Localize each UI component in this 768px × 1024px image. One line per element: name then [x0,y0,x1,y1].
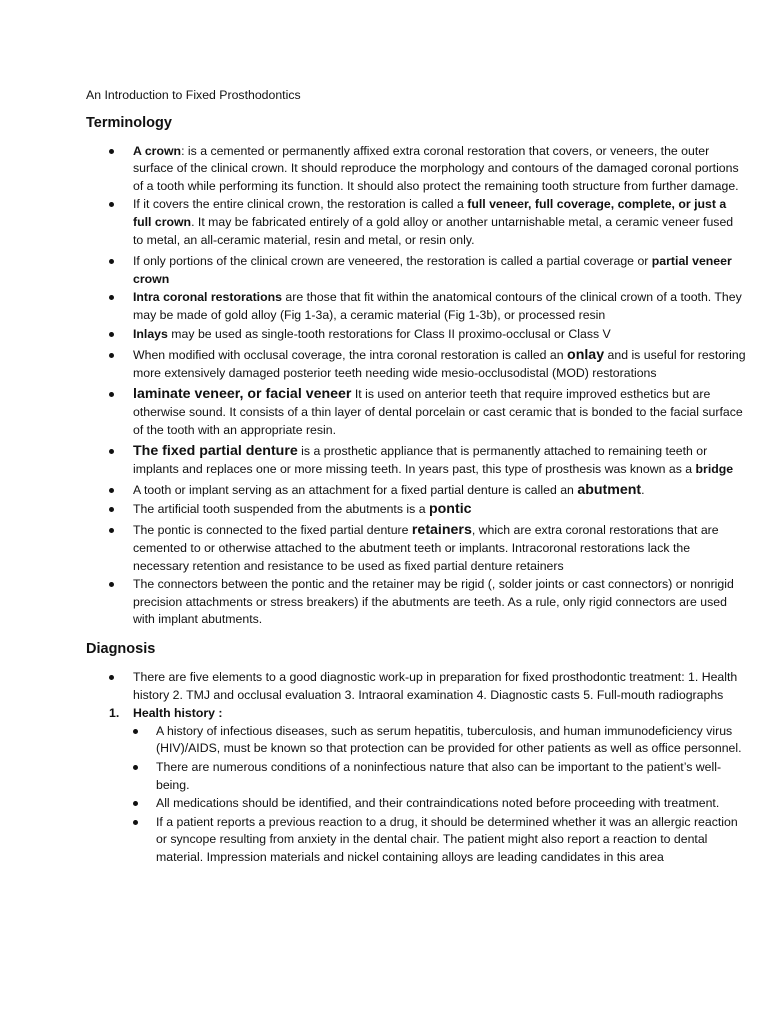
list-item-diagnosis-intro: There are five elements to a good diagnostic work-up in preparation for fixed prosthodontic treatment: 1. Health history 2. TMJ and occlusal evaluation 3. Intraoral examination 4. Diagnostic casts 5. Full-mouth radiographs [86,669,746,704]
list-item-full-veneer: If it covers the entire clinical crown, the restoration is called a full veneer, full coverage, complete, or just a full crown. It may be fabricated entirely of a gold alloy or another untarnishable metal, a ceramic veneer fused to metal, an all-ceramic material, resin and metal, or resin only. [86,196,746,249]
bullet-icon [109,675,114,680]
terminology-heading: Terminology [86,114,172,131]
list-item-fixed-partial-denture: The fixed partial denture is a prosthetic appliance that is permanently attached to remaining teeth or implants and replaces one or more missing teeth. In years past, this type of prosthesis was known as a bridge [86,443,746,478]
list-item-inlays: Inlays may be used as single-tooth restorations for Class II proximo-occlusal or Class V [86,326,746,344]
list-item-abutment: A tooth or implant serving as an attachment for a fixed partial denture is called an abutment. [86,482,746,500]
list-item-medications: All medications should be identified, and their contraindications noted before proceeding with treatment. [86,795,746,813]
bullet-icon [109,392,114,397]
bullet-icon [109,582,114,587]
bullet-icon [109,259,114,264]
health-history-label: Health history : [133,706,223,721]
bullet-icon [109,449,114,454]
bullet-icon [133,801,138,806]
list-number: 1. [109,706,120,721]
terminology-list [86,143,746,629]
list-item-connectors: The connectors between the pontic and the retainer may be rigid (, solder joints or cast connectors) or nonrigid precision attachments or stress breakers) if the abutments are teeth. As a rule, only rigid connectors are used with implant abutments. [86,576,746,629]
list-item-intra-coronal: Intra coronal restorations are those that fit within the anatomical contours of the clinical crown of a tooth. They may be made of gold alloy (Fig 1-3a), a ceramic material (Fig 1-3b), or processed resin [86,289,746,324]
list-item-infectious: A history of infectious diseases, such as serum hepatitis, tuberculosis, and human immunodeficiency virus (HIV)/AIDS, must be known so that protection can be provided for other patients as well as office personnel. [86,723,746,758]
list-item-laminate-veneer: laminate veneer, or facial veneer It is used on anterior teeth that require improved esthetics but are otherwise sound. It consists of a thin layer of dental porcelain or cast ceramic that is bonded to the facial surface of the tooth with an appropriate resin. [86,386,746,439]
bullet-icon [109,149,114,154]
list-item-pontic: The artificial tooth suspended from the abutments is a pontic [86,501,746,519]
list-item-noninfectious: There are numerous conditions of a noninfectious nature that also can be important to the patient’s well-being. [86,759,746,794]
document-title: An Introduction to Fixed Prosthodontics [86,88,301,102]
list-item-partial-veneer: If only portions of the clinical crown are veneered, the restoration is called a partial coverage or partial veneer crown [86,253,746,288]
list-item-retainers: The pontic is connected to the fixed partial denture retainers, which are extra coronal restorations that are cemented to or otherwise attached to the abutment teeth or implants. Intracoronal restorations lack the necessary retention and resistance to be used as fixed partial denture retainers [86,522,746,575]
bullet-icon [109,488,114,493]
list-item-onlay: When modified with occlusal coverage, the intra coronal restoration is called an onlay and is useful for restoring more extensively damaged posterior teeth needing wide mesio-occlusodistal (MOD) restorations [86,347,746,382]
bullet-icon [109,353,114,358]
bullet-icon [109,295,114,300]
numbered-item-health-history [86,705,746,723]
bullet-icon [109,332,114,337]
bullet-icon [133,765,138,770]
bullet-icon [133,820,138,825]
health-history-list [86,723,746,867]
bullet-icon [109,528,114,533]
bullet-icon [109,202,114,207]
list-item-drug-reaction: If a patient reports a previous reaction to a drug, it should be determined whether it was an allergic reaction or syncope resulting from anxiety in the dental chair. The patient might also report a reaction to dental material. Impression materials and nickel containing alloys are leading candidates in this area [86,814,746,867]
diagnosis-heading: Diagnosis [86,641,156,658]
bullet-icon [133,729,138,734]
diagnosis-list [86,669,746,723]
bullet-icon [109,507,114,512]
list-item-crown: A crown: is a cemented or permanently affixed extra coronal restoration that covers, or veneers, the outer surface of the clinical crown. It should reproduce the morphology and contours of the damaged coronal portions of a tooth while performing its function. It should also protect the remaining tooth structure from further damage. [86,143,746,196]
